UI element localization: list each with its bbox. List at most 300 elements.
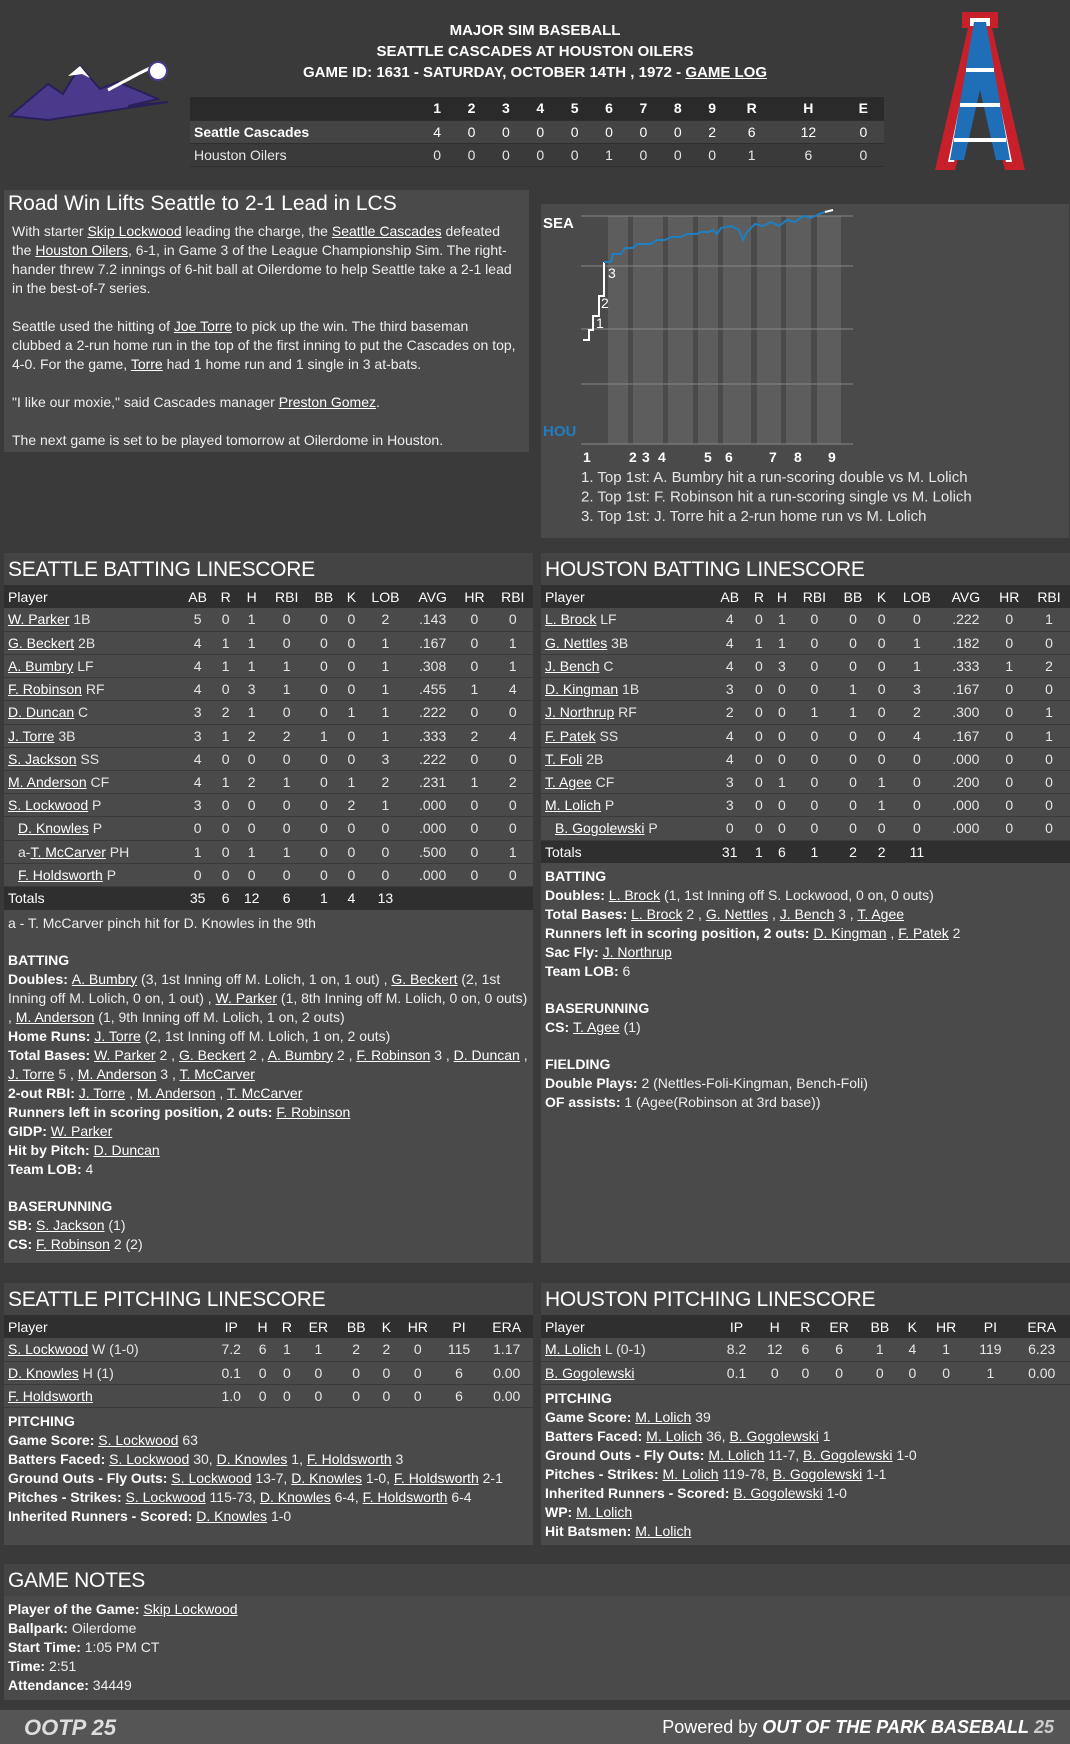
player-link[interactable]: B. Gogolewski (772, 1466, 863, 1483)
player-link[interactable]: F. Robinson (276, 1103, 351, 1120)
stat-cell: 0 (747, 608, 770, 631)
column-header: ERA (1013, 1315, 1070, 1338)
note-text: 1, (287, 1451, 307, 1468)
note-label: Start Time: (8, 1639, 85, 1655)
totals-cell: 4 (341, 886, 362, 909)
player-link[interactable]: B. Gogolewski (729, 1428, 819, 1445)
column-header: HR (398, 1315, 438, 1338)
note-label: 2-out RBI: (8, 1084, 79, 1101)
series-line-end (825, 210, 833, 212)
stat-cell: 0 (375, 1385, 398, 1408)
totals-cell: 1 (307, 886, 341, 909)
player-link[interactable]: D. Knowles (18, 820, 89, 837)
player-link[interactable]: T. Agee (573, 1019, 620, 1036)
table-row (4, 631, 533, 654)
column-header: Player (4, 1315, 212, 1338)
totals-cell (991, 840, 1028, 863)
player-link[interactable]: J. Torre (8, 1065, 55, 1082)
inning-band (633, 216, 663, 444)
player-link[interactable]: W. Parker (94, 1046, 156, 1063)
player-cell (541, 747, 712, 770)
player-link[interactable]: S. Jackson (36, 1216, 105, 1233)
player-link[interactable]: Skip Lockwood (87, 223, 182, 239)
note-line (545, 1074, 1066, 1093)
column-header: K (341, 585, 362, 608)
note-line (8, 1103, 529, 1122)
player-link[interactable]: F. Patek (545, 727, 596, 744)
stat-cell: 0 (275, 1361, 299, 1384)
player-link[interactable]: M. Lolich (635, 1523, 692, 1540)
linescore-cell: 0 (661, 143, 695, 166)
stat-cell: 0 (362, 863, 409, 886)
note-label: Game Score: (545, 1409, 636, 1426)
linescore-cell: 0 (558, 120, 592, 143)
stat-cell: 1 (215, 655, 237, 678)
note-line (8, 1600, 1066, 1619)
note-line (545, 1484, 1066, 1503)
stat-cell: 0 (275, 1385, 299, 1408)
player-link[interactable]: F. Robinson (356, 1046, 431, 1063)
linescore-cell: 0 (489, 120, 523, 143)
player-link[interactable]: B. Gogolewski (555, 820, 645, 837)
note-line (545, 1427, 1066, 1446)
player-link[interactable]: G. Beckert (178, 1046, 246, 1063)
note-text: 1 (Agee(Robinson at 3rd base)) (624, 1094, 821, 1111)
note-line (545, 1408, 1066, 1427)
player-link[interactable]: G. Beckert (8, 634, 75, 651)
stat-cell: 0 (991, 747, 1028, 770)
inning-tick-label: 3 (642, 449, 650, 465)
player-link[interactable]: J. Torre (94, 1027, 141, 1044)
stat-cell: 0 (991, 817, 1028, 840)
stat-cell: 1 (493, 840, 533, 863)
table-row (541, 771, 1070, 794)
note-label: CS: (8, 1235, 36, 1252)
player-link[interactable]: Skip Lockwood (143, 1601, 238, 1617)
stat-cell: 0 (299, 1385, 337, 1408)
table-header (4, 1315, 533, 1338)
linescore-table (190, 97, 884, 167)
game-notes-panel (4, 1564, 1070, 1700)
stat-cell: 0 (893, 794, 942, 817)
stat-cell: 0 (362, 840, 409, 863)
stat-cell: 6 (818, 1338, 859, 1361)
note-line (8, 1657, 1066, 1676)
stat-cell: .167 (941, 724, 990, 747)
stat-cell: 0 (456, 701, 492, 724)
player-link[interactable]: J. Bench (545, 658, 600, 675)
player-link[interactable]: D. Duncan (93, 1141, 160, 1158)
note-label: GIDP: (8, 1122, 51, 1139)
player-link[interactable]: D. Duncan (453, 1046, 520, 1063)
column-header: RBI (1028, 585, 1070, 608)
player-position: 3B (607, 634, 629, 651)
note-text: 1-0 (822, 1485, 847, 1502)
column-header: ER (818, 1315, 859, 1338)
player-link[interactable]: J. Northrup (545, 704, 615, 721)
stat-cell: 4 (181, 771, 215, 794)
note-text: 11-7, (764, 1447, 804, 1464)
player-position: C (74, 704, 89, 721)
stat-cell: 0 (307, 794, 341, 817)
seattle-cascades-logo (8, 54, 178, 124)
table-row (4, 817, 533, 840)
player-link[interactable]: L. Brock (608, 887, 661, 904)
stat-cell: 1 (362, 724, 409, 747)
note-line (8, 1027, 529, 1046)
player-link[interactable]: G. Nettles (705, 906, 769, 923)
event-description: 3. Top 1st: J. Torre hit a 2-run home run vs M. Lolich (581, 508, 927, 525)
column-header: RBI (267, 585, 307, 608)
stat-cell: 1 (1028, 724, 1070, 747)
stat-cell: 0 (1028, 817, 1070, 840)
linescore-header-cell: 6 (592, 97, 626, 120)
stat-cell: 0 (835, 771, 870, 794)
player-link[interactable]: M. Anderson (136, 1084, 216, 1101)
player-link[interactable]: S. Lockwood (109, 1451, 190, 1468)
note-text: Seattle used the hitting of (12, 318, 174, 334)
player-link[interactable]: M. Lolich (545, 1341, 602, 1358)
houston-batting-notes (541, 863, 1070, 1116)
stat-cell: 0 (456, 608, 492, 631)
game-log-link[interactable]: GAME LOG (685, 64, 767, 81)
player-link[interactable]: F. Patek (898, 925, 949, 942)
note-text: 2 , (245, 1046, 268, 1063)
player-link[interactable]: T. Foli (545, 750, 583, 767)
column-header: K (871, 585, 893, 608)
stat-cell: 4 (493, 724, 533, 747)
player-link[interactable]: D. Knowles (216, 1451, 288, 1468)
stat-cell: 7.2 (212, 1338, 250, 1361)
player-link[interactable]: F. Holdsworth (306, 1451, 392, 1468)
stat-cell: 115 (438, 1338, 481, 1361)
player-link[interactable]: D. Knowles (291, 1470, 363, 1487)
player-link[interactable]: Seattle Cascades (331, 223, 442, 239)
note-line (545, 905, 1066, 924)
player-link[interactable]: T. McCarver (30, 843, 106, 860)
stat-cell: 0 (991, 608, 1028, 631)
stat-cell: 1 (835, 678, 870, 701)
player-link[interactable]: J. Northrup (602, 944, 672, 961)
player-link[interactable]: B. Gogolewski (545, 1364, 635, 1381)
stat-cell: .167 (941, 678, 990, 701)
note-text: 1:05 PM CT (84, 1639, 160, 1655)
totals-cell: 6 (215, 886, 237, 909)
stat-cell: 1 (893, 655, 942, 678)
linescore-header-cell: 4 (523, 97, 557, 120)
player-link[interactable]: S. Lockwood (98, 1432, 179, 1449)
stat-cell: 0 (1028, 794, 1070, 817)
note-label: Double Plays: (545, 1075, 642, 1092)
stat-cell: 0 (1028, 678, 1070, 701)
stat-cell: 0 (362, 817, 409, 840)
stat-cell: 0 (793, 771, 835, 794)
stat-cell: 0 (871, 747, 893, 770)
player-link[interactable]: M. Anderson (77, 1065, 157, 1082)
table-row (541, 724, 1070, 747)
stat-cell: 4 (893, 724, 942, 747)
note-line (545, 943, 1066, 962)
seattle-pitching-table (4, 1315, 533, 1408)
section-label: FIELDING (545, 1056, 611, 1073)
linescore-cell: 0 (420, 143, 454, 166)
player-link[interactable]: L. Brock (545, 611, 597, 628)
player-link[interactable]: F. Holdsworth (362, 1489, 448, 1506)
column-header: AB (181, 585, 215, 608)
player-link[interactable]: F. Robinson (36, 1235, 110, 1252)
note-line (8, 1046, 529, 1084)
column-header: K (375, 1315, 398, 1338)
player-link[interactable]: G. Beckert (391, 970, 458, 987)
player-link[interactable]: Houston Oilers (35, 242, 128, 258)
note-text: The next game is set to be played tomorrow at Oilerdome in Houston. (12, 432, 444, 448)
stat-cell: 0 (871, 608, 893, 631)
note-line (545, 886, 1066, 905)
game-title (190, 20, 880, 83)
table-header (541, 1315, 1070, 1338)
player-link[interactable]: M. Anderson (8, 774, 87, 790)
player-link[interactable]: G. Nettles (545, 634, 608, 651)
player-position: 1B (69, 611, 91, 628)
player-link[interactable]: M. Anderson (15, 1008, 95, 1025)
note-text: Oilerdome (71, 1620, 137, 1636)
player-position: P (601, 797, 615, 814)
player-position: 3B (54, 727, 76, 744)
player-link[interactable]: F. Holdsworth (393, 1470, 479, 1487)
table-row (4, 724, 533, 747)
table-row (4, 794, 533, 817)
stat-cell: 0 (1028, 747, 1070, 770)
stat-cell: 1 (793, 701, 835, 724)
stat-cell: 0 (267, 794, 307, 817)
stat-cell: 1 (925, 1338, 968, 1361)
seattle-batting-panel (4, 553, 533, 1263)
player-cell (4, 608, 181, 631)
player-link[interactable]: F. Holdsworth (18, 866, 103, 883)
player-cell (541, 655, 712, 678)
note-text: 3 , (430, 1046, 454, 1063)
game-id-line (190, 62, 880, 83)
stat-cell: 0 (307, 701, 341, 724)
player-cell (4, 840, 181, 863)
player-link[interactable]: J. Torre (78, 1084, 126, 1101)
player-link[interactable]: T. Agee (857, 906, 905, 923)
totals-cell: 1 (793, 840, 835, 863)
player-link[interactable]: S. Lockwood (171, 1470, 252, 1487)
stat-cell: 0 (215, 747, 237, 770)
player-link[interactable]: W. Parker (215, 989, 278, 1006)
stat-cell: 1 (181, 840, 215, 863)
note-label: Ground Outs - Fly Outs: (8, 1470, 172, 1487)
stat-cell: 1 (871, 771, 893, 794)
stat-cell: .333 (941, 655, 990, 678)
player-link[interactable]: S. Jackson (8, 750, 77, 767)
stat-cell: 0 (747, 724, 770, 747)
note-text: leading the charge, the (181, 223, 332, 239)
game-notes-list (4, 1596, 1070, 1699)
note-text: 2 , (333, 1046, 357, 1063)
bottom-team-label: HOU (543, 423, 577, 440)
stat-cell: 0 (835, 724, 870, 747)
player-link[interactable]: T. Agee (545, 774, 592, 790)
player-link[interactable]: D. Knowles (259, 1489, 331, 1506)
stat-cell: 1 (991, 655, 1028, 678)
table-row (4, 771, 533, 794)
note-line (545, 1446, 1066, 1465)
stat-cell: 1 (237, 608, 267, 631)
player-link[interactable]: T. McCarver (226, 1084, 303, 1101)
note-text: 1-0 (267, 1508, 292, 1525)
column-header: H (237, 585, 267, 608)
table-row (4, 678, 533, 701)
stat-cell: 0 (770, 747, 793, 770)
player-link[interactable]: A. Bumbry (267, 1046, 334, 1063)
stat-cell: 0 (493, 863, 533, 886)
player-link[interactable]: A. Bumbry (71, 970, 138, 987)
houston-pitching-panel (541, 1283, 1070, 1545)
linescore-cell: 6 (774, 143, 843, 166)
player-link[interactable]: W. Parker (50, 1122, 113, 1139)
player-link[interactable]: S. Lockwood (125, 1489, 206, 1506)
stat-cell: 1.0 (212, 1385, 250, 1408)
note-label: Hit Batsmen: (545, 1523, 636, 1540)
note-line (8, 1507, 529, 1526)
player-link[interactable]: D. Duncan (8, 704, 75, 721)
stat-cell: 0 (835, 655, 870, 678)
section-label: BATTING (545, 868, 607, 885)
stat-cell: 1 (362, 655, 409, 678)
note-text: With starter (12, 223, 88, 239)
player-link[interactable]: B. Gogolewski (803, 1447, 893, 1464)
note-text: (1) (104, 1216, 126, 1233)
player-link[interactable]: D. Kingman (813, 925, 887, 942)
player-link[interactable]: W. Parker (8, 611, 70, 628)
note-label: Total Bases: (8, 1046, 95, 1063)
player-cell (4, 863, 181, 886)
player-link[interactable]: A. Bumbry (8, 658, 74, 675)
player-link[interactable]: F. Robinson (8, 681, 82, 698)
player-link[interactable]: D. Knowles (196, 1508, 268, 1525)
section-label: BASERUNNING (8, 1197, 113, 1214)
stat-cell: .182 (941, 631, 990, 654)
inning-band (723, 216, 751, 444)
stat-cell: 1 (307, 724, 341, 747)
stat-cell: 4 (712, 608, 747, 631)
stat-cell: 6 (792, 1338, 818, 1361)
player-cell (541, 794, 712, 817)
stat-cell: 1 (341, 771, 362, 794)
stat-cell: 0 (792, 1361, 818, 1384)
column-header: Player (541, 585, 712, 608)
player-link[interactable]: M. Lolich (545, 797, 602, 814)
player-link[interactable]: Torre (130, 356, 163, 372)
player-link[interactable]: Joe Torre (173, 318, 232, 334)
totals-cell: 2 (871, 840, 893, 863)
stat-cell: 0 (267, 817, 307, 840)
player-cell (541, 608, 712, 631)
player-link[interactable]: S. Lockwood (8, 1341, 89, 1358)
player-link[interactable]: M. Lolich (576, 1504, 633, 1521)
stat-cell: 3 (181, 794, 215, 817)
player-link[interactable]: B. Gogolewski (733, 1485, 823, 1502)
note-text: to pick up the win. The third baseman clubbed a 2-run home run in the top of the first inning to put the Cascades on top, 4-0. For the game, (12, 318, 516, 372)
player-link[interactable]: T. McCarver (179, 1065, 255, 1082)
stat-cell: 1 (493, 655, 533, 678)
story-body (4, 218, 529, 473)
stat-cell: 0 (871, 678, 893, 701)
stat-cell: 0 (747, 747, 770, 770)
note-text: , (886, 925, 899, 942)
stat-cell: 1 (362, 701, 409, 724)
table-header (4, 585, 533, 608)
stat-cell: 0.00 (480, 1361, 533, 1384)
player-link[interactable]: D. Kingman (545, 681, 619, 698)
note-text: 63 (178, 1432, 198, 1449)
column-header: AB (712, 585, 747, 608)
note-label: Home Runs: (8, 1027, 95, 1044)
stat-cell: 0 (237, 863, 267, 886)
table-row (4, 863, 533, 886)
note-line (8, 1469, 529, 1488)
player-link[interactable]: J. Torre (8, 727, 55, 744)
player-link[interactable]: M. Lolich (662, 1466, 719, 1483)
note-text: 1-1 (862, 1466, 887, 1483)
note-text: , (215, 1084, 227, 1101)
linescore-cell: 0 (454, 120, 488, 143)
note-label: Attendance: (8, 1677, 93, 1693)
note-text: 1-0, (362, 1470, 394, 1487)
story-paragraph (12, 222, 521, 298)
story-paragraph (12, 393, 521, 412)
stat-cell: 0 (307, 771, 341, 794)
stat-cell: .000 (941, 747, 990, 770)
table-row (541, 794, 1070, 817)
section-label: PITCHING (8, 1413, 75, 1430)
stat-cell: 2 (362, 608, 409, 631)
player-link[interactable]: M. Lolich (635, 1409, 692, 1426)
note-line (545, 1018, 1066, 1037)
player-link[interactable]: L. Brock (631, 906, 683, 923)
player-link[interactable]: S. Lockwood (8, 797, 89, 814)
totals-cell: 12 (237, 886, 267, 909)
stat-cell: .000 (941, 794, 990, 817)
inning-tick-label: 5 (704, 449, 712, 465)
linescore-cell: 4 (420, 120, 454, 143)
totals-cell: 2 (835, 840, 870, 863)
inning-band (817, 216, 841, 444)
player-link[interactable]: M. Lolich (708, 1447, 765, 1464)
note-text: , (519, 1046, 528, 1063)
player-link[interactable]: D. Knowles (8, 1364, 79, 1381)
note-line (8, 1160, 529, 1179)
stat-cell: 12 (757, 1338, 792, 1361)
totals-cell: Totals (4, 886, 181, 909)
player-link[interactable]: F. Holdsworth (8, 1388, 93, 1405)
player-link[interactable]: Preston Gomez (278, 394, 376, 410)
stat-cell: 0 (793, 724, 835, 747)
stat-cell: 1 (362, 794, 409, 817)
note-label: Team LOB: (545, 963, 623, 980)
note-label: Player of the Game: (8, 1601, 144, 1617)
player-link[interactable]: M. Lolich (646, 1428, 703, 1445)
note-text: 6-4, (330, 1489, 363, 1506)
stat-cell: 0 (991, 794, 1028, 817)
stat-cell: 0 (871, 655, 893, 678)
note-text: defeated the (12, 223, 500, 258)
player-position: CF (591, 774, 615, 790)
player-link[interactable]: J. Bench (779, 906, 835, 923)
story-panel (4, 190, 529, 452)
